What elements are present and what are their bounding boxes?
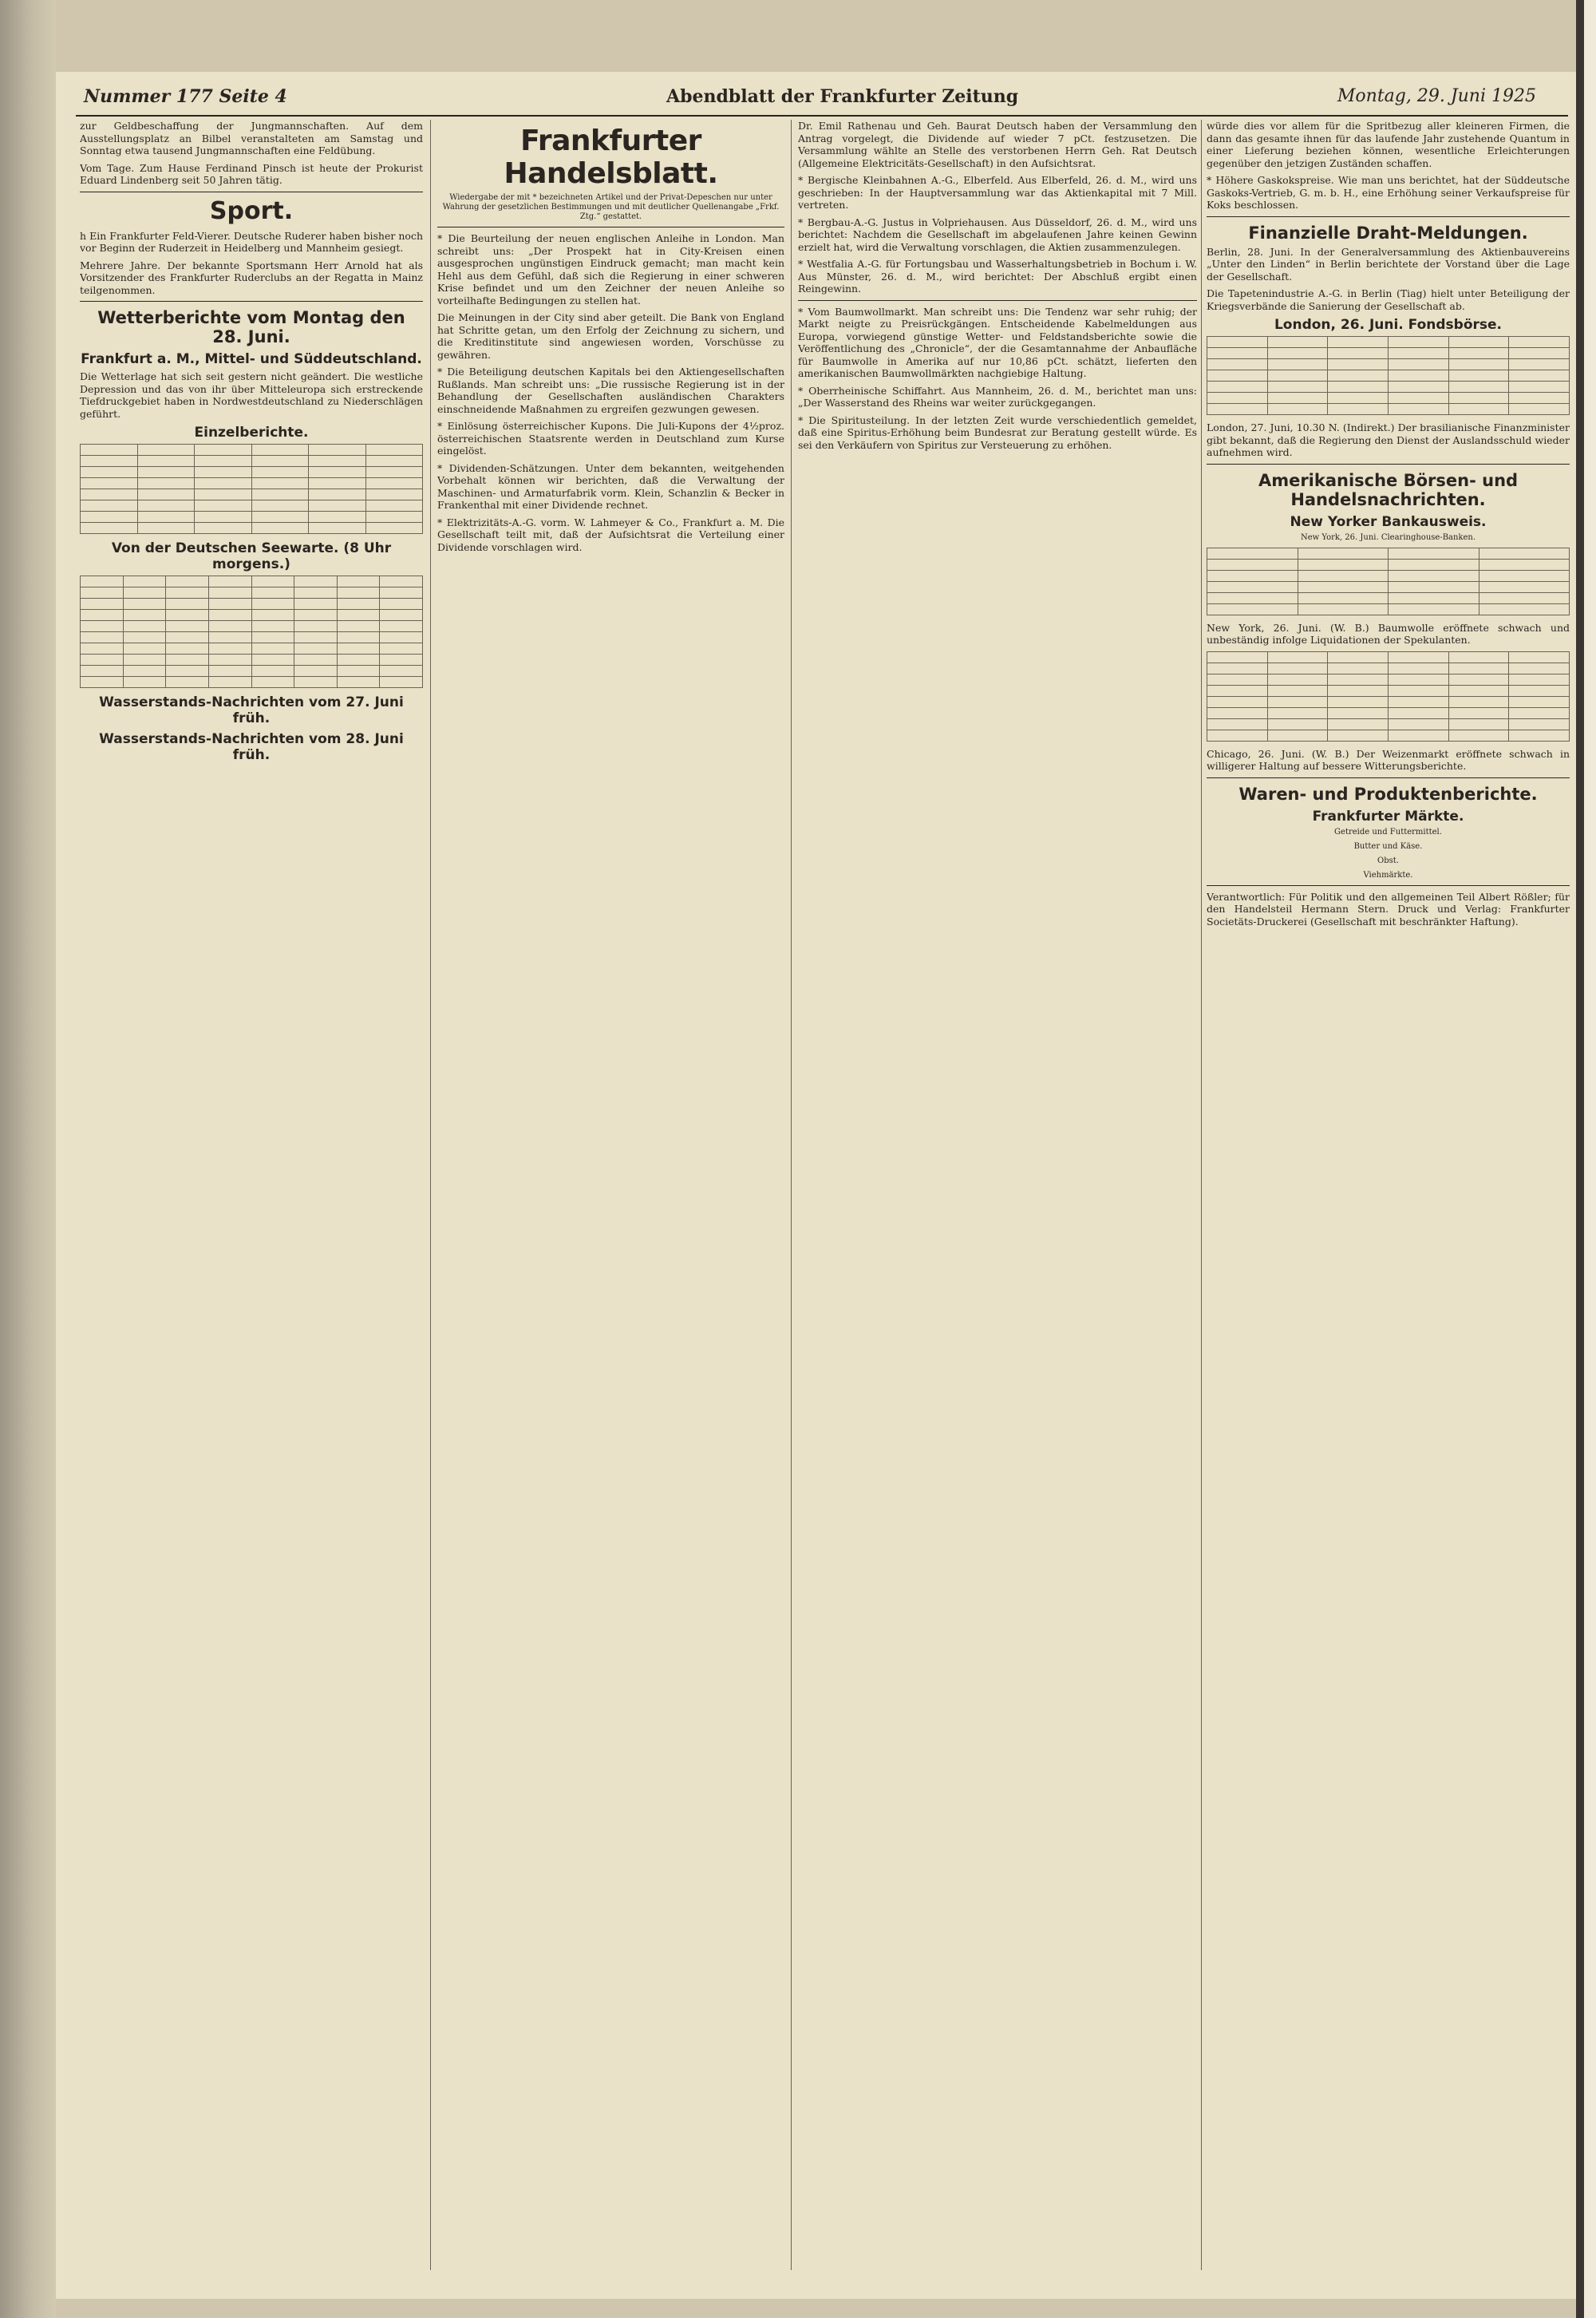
column-3	[798, 120, 1197, 2270]
article-paragraph: Vom Tage. Zum Hause Ferdinand Pinsch ist heute der Prokurist Eduard Lindenberg seit 50 Jahren tätig.	[80, 161, 423, 186]
imprint: Verantwortlich: Für Politik und den allgemeinen Teil Albert Rößler; für den Handelsteil Hermann Stern. Druck und Verlag: Frankfurter Societäts-Druckerei (Gesellschaft mit beschränkter Haftung).	[1207, 890, 1570, 928]
article-paragraph: * Bergbau-A.-G. Justus in Volpriehausen. Aus Düsseldorf, 26. d. M., wird uns berichtet: Nachdem die Gesellschaft im abgelaufenen Jahre keinen Gewinn erzielt hat, wird die Verwaltung vorschlagen, die Aktien zusammenzulegen.	[798, 216, 1197, 253]
ny-clearing-table	[1207, 548, 1570, 615]
section-title: Sport.	[209, 196, 294, 225]
article-paragraph: h Ein Frankfurter Feld-Vierer. Deutsche Ruderer haben bisher noch vor Beginn der Ruderzeit in Heidelberg und Mannheim gesiegt.	[80, 229, 423, 254]
article-paragraph: * Die Beurteilung der neuen englischen Anleihe in London. Man schreibt uns: „Der Prospekt hat in City-Kreisen einen ausgesprochen ungünstigen Eindruck gemacht; man macht kein Hehl aus dem Gefühl, daß sich die Regierung in einer schweren Krise befindet und um den Zeichner der neuen Anleihe so vorteilhafte Bedingungen zu stellen hat.	[437, 232, 784, 307]
divider	[1207, 885, 1570, 886]
page-header	[76, 83, 1568, 117]
divider	[1207, 464, 1570, 465]
column-4	[1207, 120, 1570, 2270]
divider	[1207, 216, 1570, 217]
reprint-note: Wiedergabe der mit * bezeichneten Artikel und der Privat-Depeschen nur unter Wahrung der gesetzlichen Bestimmungen und mit deutlicher Quellenangabe „Frkf. Ztg.“ gestattet.	[442, 193, 780, 221]
article-paragraph: Berlin, 28. Juni. In der Generalversammlung des Aktienbauvereins „Unter den Linden“ in Berlin berichtete der Vorstand über die Lage der Gesellschaft.	[1207, 245, 1570, 283]
section-title: Finanzielle Draht-Meldungen.	[1248, 223, 1528, 243]
section-subtitle: Frankfurter Märkte.	[1312, 808, 1464, 825]
section-subtitle: Von der Deutschen Seewarte. (8 Uhr morgens.)	[111, 540, 392, 572]
column-rule	[430, 120, 431, 2270]
section-title: Amerikanische Börsen- und Handelsnachrichten.	[1258, 470, 1519, 509]
article-paragraph: New York, 26. Juni. (W. B.) Baumwolle eröffnete schwach und unbeständig infolge Liquidationen der Spekulanten.	[1207, 621, 1570, 646]
water-level-title: Wasserstands-Nachrichten vom 28. Juni früh.	[99, 731, 404, 763]
weather-subtitle: Frankfurt a. M., Mittel- und Süddeutschland.	[81, 351, 422, 367]
subsection-title: Butter und Käse.	[1353, 841, 1423, 851]
ny-commodity-table	[1207, 651, 1570, 742]
table-caption: New York, 26. Juni. Clearinghouse-Banken.	[1300, 532, 1476, 542]
article-paragraph: Dr. Emil Rathenau und Geh. Baurat Deutsch haben der Versammlung den Antrag vorgelegt, die Dividende auf wieder 7 pCt. festzusetzen. Die Versammlung wählte an Stelle des verstorbenen Herrn Geh. Rat Deutsch (Allgemeine Elektricitäts-Gesellschaft) in den Aufsichtsrat.	[798, 120, 1197, 169]
article-paragraph: * Höhere Gaskokspreise. Wie man uns berichtet, hat der Süddeutsche Gaskoks-Vertrieb, G. m. b. H., eine Erhöhung seiner Verkaufspreise für Koks beschlossen.	[1207, 174, 1570, 211]
subsection-title: Getreide und Futtermittel.	[1334, 827, 1442, 837]
column-rule	[1201, 120, 1202, 2270]
article-paragraph: Chicago, 26. Juni. (W. B.) Der Weizenmarkt eröffnete schwach in willigerer Haltung auf bessere Witterungsberichte.	[1207, 747, 1570, 772]
article-paragraph: * Oberrheinische Schiffahrt. Aus Mannheim, 26. d. M., berichtet man uns: „Der Wasserstand des Rheins war weiter zurückgegangen.	[798, 384, 1197, 409]
article-paragraph: * Dividenden-Schätzungen. Unter dem bekannten, weitgehenden Vorbehalt können wir berichten, daß die Verwaltung der Maschinen- und Armaturfabrik vorm. Klein, Schanzlin & Becker in Frankenthal mit einer Dividende rechnet.	[437, 461, 784, 511]
article-paragraph: * Die Spiritusteilung. In der letzten Zeit wurde verschiedentlich gemeldet, daß eine Spiritus-Erhöhung beim Bundesrat zur Beratung gestellt würde. Es sei den Verkäufern von Spiritus zur Versteuerung zu erhöhen.	[798, 413, 1197, 451]
article-paragraph: * Bergische Kleinbahnen A.-G., Elberfeld. Aus Elberfeld, 26. d. M., wird uns geschrieben: In der Hauptversammlung war das Aktienkapital mit 7 Mill. vertreten.	[798, 174, 1197, 211]
weather-table	[80, 444, 423, 534]
article-paragraph: * Elektrizitäts-A.-G. vorm. W. Lahmeyer & Co., Frankfurt a. M. Die Gesellschaft teilt mit, daß der Aufsichtsrat die Verteilung einer Dividende vorschlagen wird.	[437, 516, 784, 553]
article-paragraph: London, 27. Juni, 10.30 N. (Indirekt.) Der brasilianische Finanzminister gibt bekannt, daß die Regierung den Dienst der Auslandsschuld wieder aufnehmen wird.	[1207, 421, 1570, 458]
seewarte-table	[80, 576, 423, 688]
london-exchange-table	[1207, 336, 1570, 415]
table-title: London, 26. Juni. Fondsbörse.	[1274, 317, 1503, 333]
section-title: Frankfurter Handelsblatt.	[504, 125, 718, 190]
section-title: Waren- und Produktenberichte.	[1238, 784, 1538, 804]
book-gutter	[0, 0, 56, 2318]
subsection-title: Obst.	[1377, 856, 1399, 865]
adjacent-page-edge	[1576, 0, 1596, 2318]
water-level-title: Wasserstands-Nachrichten vom 27. Juni früh.	[99, 694, 404, 726]
article-paragraph: Mehrere Jahre. Der bekannte Sportsmann Herr Arnold hat als Vorsitzender des Frankfurter Ruderclubs an der Regatta in Mainz teilgenommen.	[80, 259, 423, 296]
column-2	[437, 120, 784, 2270]
article-paragraph: Die Tapetenindustrie A.-G. in Berlin (Tiag) hielt unter Beteiligung der Kriegsverbände die Sanierung der Gesellschaft ab.	[1207, 287, 1570, 312]
divider	[798, 300, 1197, 301]
column-1	[80, 120, 423, 2270]
article-paragraph: würde dies vor allem für die Spritbezug aller kleineren Firmen, die dann das gesamte ihnen für das laufende Jahr zustehende Quantum in einer Lieferung beziehen können, wesentliche Erleichterungen gegenüber den jetzigen Zuständen schaffen.	[1207, 120, 1570, 169]
divider	[80, 301, 423, 302]
article-paragraph: zur Geldbeschaffung der Jungmannschaften. Auf dem Ausstellungsplatz an Bilbel veranstalteten am Samstag und Sonntag etwa tausend Jungmannschaften eine Feldübung.	[80, 120, 423, 156]
article-paragraph: * Die Beteiligung deutschen Kapitals bei den Aktiengesellschaften Rußlands. Man schreibt uns: „Die russische Regierung ist in der Behandlung der Gesellschaften ausländischen Charakters einschneidende Maßnahmen zu ergreifen gezwungen gewesen.	[437, 366, 784, 415]
section-subtitle: Einzelberichte.	[194, 425, 309, 441]
subsection-title: Viehmärkte.	[1363, 870, 1413, 880]
column-rule	[791, 120, 792, 2270]
issue-number: Nummer 177 Seite 4	[84, 86, 287, 107]
article-paragraph: Die Meinungen in der City sind aber geteilt. Die Bank von England hat Schritte getan, um den Erfolg der Zeichnung zu sichern, und die Kreditinstitute sind angewiesen worden, Vorschüsse zu gewähren.	[437, 311, 784, 361]
divider	[1207, 777, 1570, 778]
article-paragraph: * Westfalia A.-G. für Fortungsbau und Wasserhaltungsbetrieb in Bochum i. W. Aus Münster, 26. d. M., wird berichtet: Der Abschluß ergibt einen Reingewinn.	[798, 258, 1197, 295]
masthead: Abendblatt der Frankfurter Zeitung	[666, 86, 1019, 107]
article-paragraph: * Einlösung österreichischer Kupons. Die Juli-Kupons der 4½proz. österreichischen Staatsrente werden in Deutschland zum Kurse eingelöst.	[437, 420, 784, 457]
section-subtitle: New Yorker Bankausweis.	[1290, 513, 1487, 530]
weather-title: Wetterberichte vom Montag den 28. Juni.	[97, 308, 405, 346]
page-date: Montag, 29. Juni 1925	[1337, 86, 1536, 106]
page-shadow	[1576, 0, 1584, 2318]
article-paragraph: * Vom Baumwollmarkt. Man schreibt uns: Die Tendenz war sehr ruhig; der Markt neigte zu Preisrückgängen. Entscheidende Kabelmeldungen aus Europa, vorwiegend günstige Wetter- und Feldstandsberichte sowie die Veröffentlichung des „Chronicle“, der die Gesamtannahme der Anbaufläche für Baumwolle in Amerika auf nur 10,86 pCt. schätzt, lieferten den amerikanischen Baumwollmärkten nachgiebige Haltung.	[798, 305, 1197, 379]
article-paragraph: Die Wetterlage hat sich seit gestern nicht geändert. Die westliche Depression und das von ihr über Mitteleuropa sich erstreckende Tiefdruckgebiet haben in Nordwestdeutschland zu Niederschlägen geführt.	[80, 370, 423, 420]
